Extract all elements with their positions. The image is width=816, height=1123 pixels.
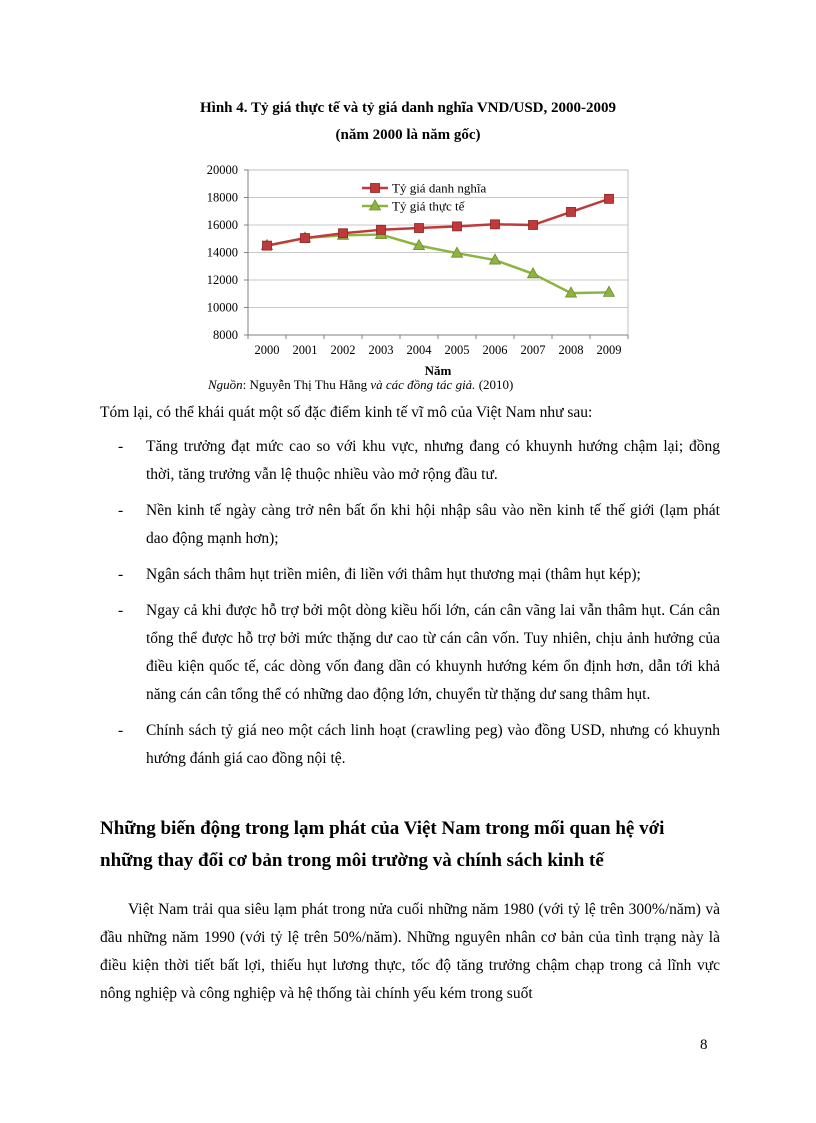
x-axis-label: Năm — [424, 363, 452, 377]
source-authors: : Nguyễn Thị Thu Hằng — [242, 377, 371, 392]
bullet-item — [118, 497, 720, 553]
legend-label: Tỷ giá danh nghĩa — [392, 180, 487, 196]
source-year: (2010) — [475, 377, 514, 392]
data-point — [453, 222, 462, 231]
data-point — [529, 221, 538, 230]
y-tick-label: 10000 — [206, 300, 238, 315]
body-paragraph: Việt Nam trải qua siêu lạm phát trong nửa cuối những năm 1980 (với tỷ lệ trên 300%/năm) và đầu những năm 1990 (với tỷ lệ trên 50%/năm). Những nguyên nhân cơ bản của tình trạng này là điều kiện thời tiết bất lợi, thiếu hụt lương thực, tốc độ tăng trưởng chậm chạp trong cả lĩnh vực nông nghiệp và công nghiệp và hệ thống tài chính yếu kém trong suốt — [100, 901, 720, 1002]
series-line — [267, 235, 609, 293]
bullet-text: Nền kinh tế ngày càng trở nên bất ổn khi hội nhập sâu vào nền kinh tế thế giới (lạm phát dao động mạnh hơn); — [146, 502, 720, 547]
x-tick-label: 2008 — [558, 343, 584, 357]
y-tick-label: 18000 — [206, 190, 238, 205]
y-tick-label: 14000 — [206, 245, 238, 260]
data-point — [339, 229, 348, 238]
x-tick-label: 2002 — [330, 343, 356, 357]
bullet-dash: - — [118, 438, 124, 455]
figure-subtitle: (năm 2000 là năm gốc) — [335, 127, 481, 143]
x-tick-label: 2003 — [368, 343, 394, 357]
data-point — [605, 194, 614, 203]
x-tick-labels — [255, 343, 622, 357]
intro-paragraph: Tóm lại, có thể khái quát một số đặc điểm kinh tế vĩ mô của Việt Nam như sau: — [100, 404, 593, 421]
data-point — [301, 234, 310, 243]
y-tick-label: 12000 — [206, 273, 238, 287]
y-tick-labels — [207, 163, 238, 342]
legend-marker — [371, 184, 380, 193]
figure-title: Hình 4. Tỷ giá thực tế và tỷ giá danh nghĩa VND/USD, 2000-2009 — [199, 100, 616, 116]
y-tick-label: 8000 — [213, 328, 238, 342]
bullet-text: Ngân sách thâm hụt triền miên, đi liền với thâm hụt thương mại (thâm hụt kép); — [146, 566, 641, 583]
x-tick-label: 2007 — [520, 343, 546, 357]
bullet-item — [118, 433, 720, 489]
data-point — [415, 224, 424, 233]
bullet-dash: - — [118, 722, 124, 739]
summary-bullet-list — [118, 433, 720, 781]
x-tick-label: 2004 — [406, 343, 432, 357]
data-point — [491, 220, 500, 229]
figure-source — [208, 377, 513, 393]
x-tick-label: 2000 — [254, 343, 280, 357]
bullet-item — [118, 561, 720, 589]
page-number: 8 — [700, 1037, 708, 1053]
bullet-dash: - — [118, 602, 124, 619]
bullet-item — [118, 717, 720, 773]
legend-label: Tỷ giá thực tế — [392, 198, 465, 214]
data-point — [263, 241, 272, 250]
bullet-dash: - — [118, 502, 124, 519]
section-heading: Những biến động trong lạm phát của Việt Nam trong mối quan hệ với những thay đổi cơ bản trong môi trường và chính sách kinh tế — [100, 818, 665, 871]
bullet-text: Ngay cả khi được hỗ trợ bởi một dòng kiều hối lớn, cán cân vãng lai vẫn thâm hụt. Cán cân tổng thể được hỗ trợ bởi mức thặng dư cao từ cán cân vốn. Tuy nhiên, chịu ảnh hưởng của điều kiện quốc tế, các dòng vốn đang dần có khuynh hướng kém ổn định hơn, dẫn tới khả năng cán cân tổng thể có những dao động lớn, chuyển từ thặng dư sang thâm hụt. — [146, 602, 720, 703]
bullet-text: Tăng trưởng đạt mức cao so với khu vực, nhưng đang có khuynh hướng chậm lại; đồng thời, tăng trưởng vẫn lệ thuộc nhiều vào mở rộng đầu tư. — [146, 438, 720, 483]
bullet-dash: - — [118, 566, 124, 583]
data-point — [377, 225, 386, 234]
source-etal: và các đồng tác giả. — [370, 377, 476, 392]
x-tick-label: 2001 — [292, 343, 318, 357]
bullet-text: Chính sách tỷ giá neo một cách linh hoạt (crawling peg) vào đồng USD, nhưng có khuynh hướng đánh giá cao đồng nội tệ. — [146, 722, 720, 767]
exchange-rate-line-chart — [190, 155, 640, 377]
x-tick-label: 2009 — [596, 343, 622, 357]
x-tick-label: 2005 — [444, 343, 470, 357]
y-tick-label: 20000 — [206, 163, 238, 177]
x-tick-label: 2006 — [482, 343, 508, 357]
bullet-item — [118, 597, 720, 709]
source-label: Nguồn — [208, 377, 243, 392]
data-point — [567, 207, 576, 216]
y-tick-label: 16000 — [206, 218, 238, 232]
